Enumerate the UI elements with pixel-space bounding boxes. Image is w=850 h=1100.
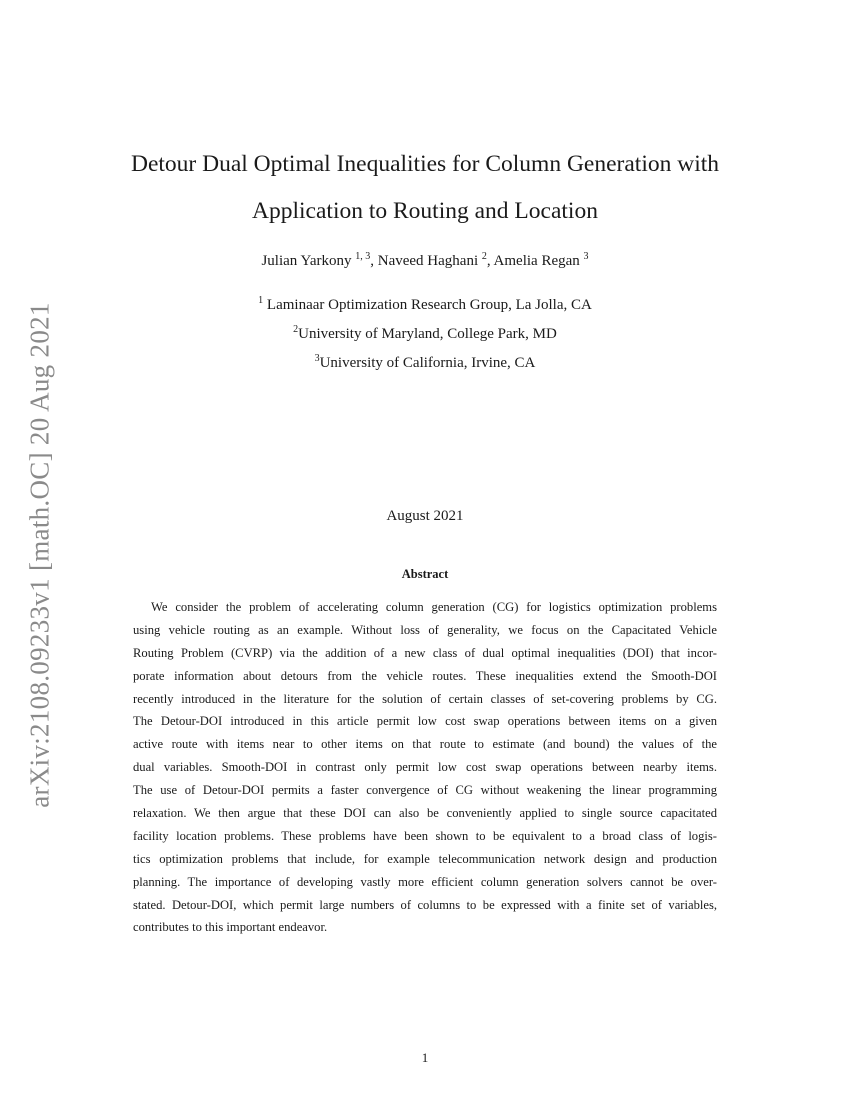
affiliation [0,297,850,314]
abstract-heading: Abstract [401,567,449,581]
abstract-line: using vehicle routing as an example. Without loss of generality, we focus on the Capacitated Vehicle [133,622,717,637]
abstract-line: The Detour-DOI introduced in this article permit low cost swap operations between items on a given [133,714,717,729]
abstract-line: We consider the problem of accelerating column generation (CG) for logistics optimization problems [151,600,717,614]
page-number: 1 [421,1050,429,1065]
author-affiliation-mark: 3 [583,251,589,262]
affiliation-text: University of Maryland, College Park, MD [298,326,557,342]
abstract-body [133,596,717,939]
author-name: Naveed Haghani [377,253,479,269]
affiliation-text: Laminaar Optimization Research Group, La Jolla, CA [263,297,592,313]
affiliation-mark: 1 [258,295,264,306]
abstract-line: porate information about detours from the vehicle routes. These inequalities extend the Smooth-DOI [133,668,717,683]
author-name: Amelia Regan [493,253,580,269]
affiliation [0,355,850,372]
abstract-line: relaxation. We then argue that these DOI can also be conveniently applied to single source capacitated [133,806,717,821]
abstract-line: planning. The importance of developing vastly more efficient column generation solvers cannot be over- [133,874,717,889]
author-affiliation-mark: 1, 3 [355,251,371,262]
affiliation-mark: 3 [314,353,320,364]
affiliation [0,326,850,343]
author-list: Julian Yarkony $^{1, 3}$, Naveed Haghani $^2$, Amelia Regan $^3$ [261,251,589,269]
abstract-line: recently introduced in the literature for the solution of certain classes of set-covering problems by CG. [133,691,717,706]
paper-title-line-2: Application to Routing and Location [252,198,598,224]
paper-title-line-1: Detour Dual Optimal Inequalities for Column Generation with [130,151,720,177]
abstract-line: contributes to this important endeavor. [133,920,328,935]
abstract-line: Routing Problem (CVRP) via the addition of a new class of dual optimal inequalities (DOI) that incor- [133,645,717,660]
author-affiliation-mark: 2 [481,251,487,262]
abstract-line: tics optimization problems that include, for example telecommunication network design and production [133,851,717,866]
author-name: Julian Yarkony [261,253,352,269]
publication-date: August 2021 [386,508,464,524]
arxiv-identifier: arXiv:2108.09233v1 [math.OC] 20 Aug 2021 [24,302,55,808]
affiliation-mark: 2 [293,324,299,335]
abstract-line: facility location problems. These problems have been shown to be equivalent to a broad class of logis- [133,828,717,843]
abstract-line: active route with items near to other items on that route to estimate (and bound) the values of the [133,737,717,752]
affiliation-text: University of California, Irvine, CA [319,355,536,371]
abstract-line: stated. Detour-DOI, which permit large numbers of columns to be expressed with a finite set of variables, [133,897,717,912]
abstract-line: The use of Detour-DOI permits a faster convergence of CG without weakening the linear programming [133,783,717,798]
abstract-line: dual variables. Smooth-DOI in contrast only permit low cost swap operations between nearby items. [133,760,717,775]
